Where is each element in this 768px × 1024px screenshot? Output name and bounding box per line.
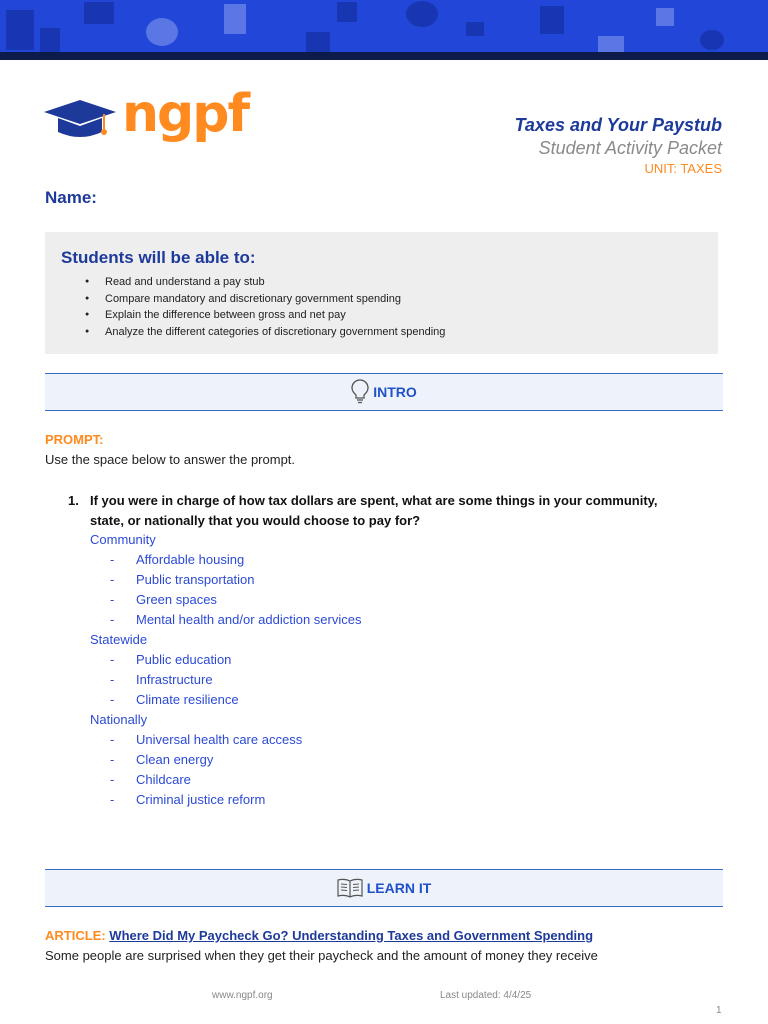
banner-pattern [0,0,768,52]
header-stripe [0,52,768,60]
document-subtitle: Student Activity Packet [538,138,722,158]
name-label: Name: [45,188,97,207]
list-item: - Universal health care access [110,732,303,747]
question-number: 1. [68,493,79,508]
objectives-heading: Students will be able to: [61,248,256,267]
objective-item: ● Analyze the different categories of discretionary government spending [85,324,702,341]
list-item: - Clean energy [110,752,214,767]
lightbulb-icon [351,379,369,405]
article-intro-text: Some people are surprised when they get their paycheck and the amount of money they receive [45,948,598,963]
unit-label: UNIT: TAXES [644,161,722,176]
page-number: 1 [716,1005,722,1016]
ngpf-logo [44,84,249,146]
logo-wordmark: ngpf [122,84,249,144]
answer-group-nationally: Nationally [90,712,148,727]
list-item: - Public transportation [110,572,255,587]
open-book-icon [337,878,363,898]
objective-item: ● Read and understand a pay stub [85,274,702,291]
list-item: - Climate resilience [110,692,239,707]
article-label: ARTICLE: [45,928,106,943]
answer-group-statewide: Statewide [90,632,148,647]
learn-it-section-bar [45,869,723,907]
prompt-instructions: Use the space below to answer the prompt. [45,452,296,467]
question-1 [68,491,688,531]
answer-group-community: Community [90,532,156,547]
list-item: - Mental health and/or addiction services [110,612,362,627]
document-title: Taxes and Your Paystub [514,115,722,135]
graduation-cap-icon [44,98,116,142]
list-item: - Childcare [110,772,191,787]
prompt-label: PROMPT: [45,432,104,447]
intro-section-bar [45,373,723,411]
article-line [45,928,593,943]
list-item: - Affordable housing [110,552,245,567]
question-text: If you were in charge of how tax dollars are spent, what are some things in your community, state, or nationally that you would choose to pay for? [90,493,658,528]
document-title-block [515,115,722,176]
list-item: - Infrastructure [110,672,213,687]
footer-url[interactable]: www.ngpf.org [212,990,273,1001]
list-item: - Public education [110,652,232,667]
objectives-box [45,232,718,354]
list-item: - Green spaces [110,592,217,607]
objectives-list [61,274,702,340]
article-link[interactable]: Where Did My Paycheck Go? Understanding Taxes and Government Spending [109,928,594,943]
learn-it-section-label: LEARN IT [366,880,432,896]
answer-list [90,530,690,810]
footer-last-updated: Last updated: 4/4/25 [440,990,532,1001]
objective-item: ● Compare mandatory and discretionary government spending [85,291,702,308]
intro-section-label: INTRO [373,384,417,400]
list-item: - Criminal justice reform [110,792,266,807]
objective-item: ● Explain the difference between gross and net pay [85,307,702,324]
header-banner [0,0,768,52]
